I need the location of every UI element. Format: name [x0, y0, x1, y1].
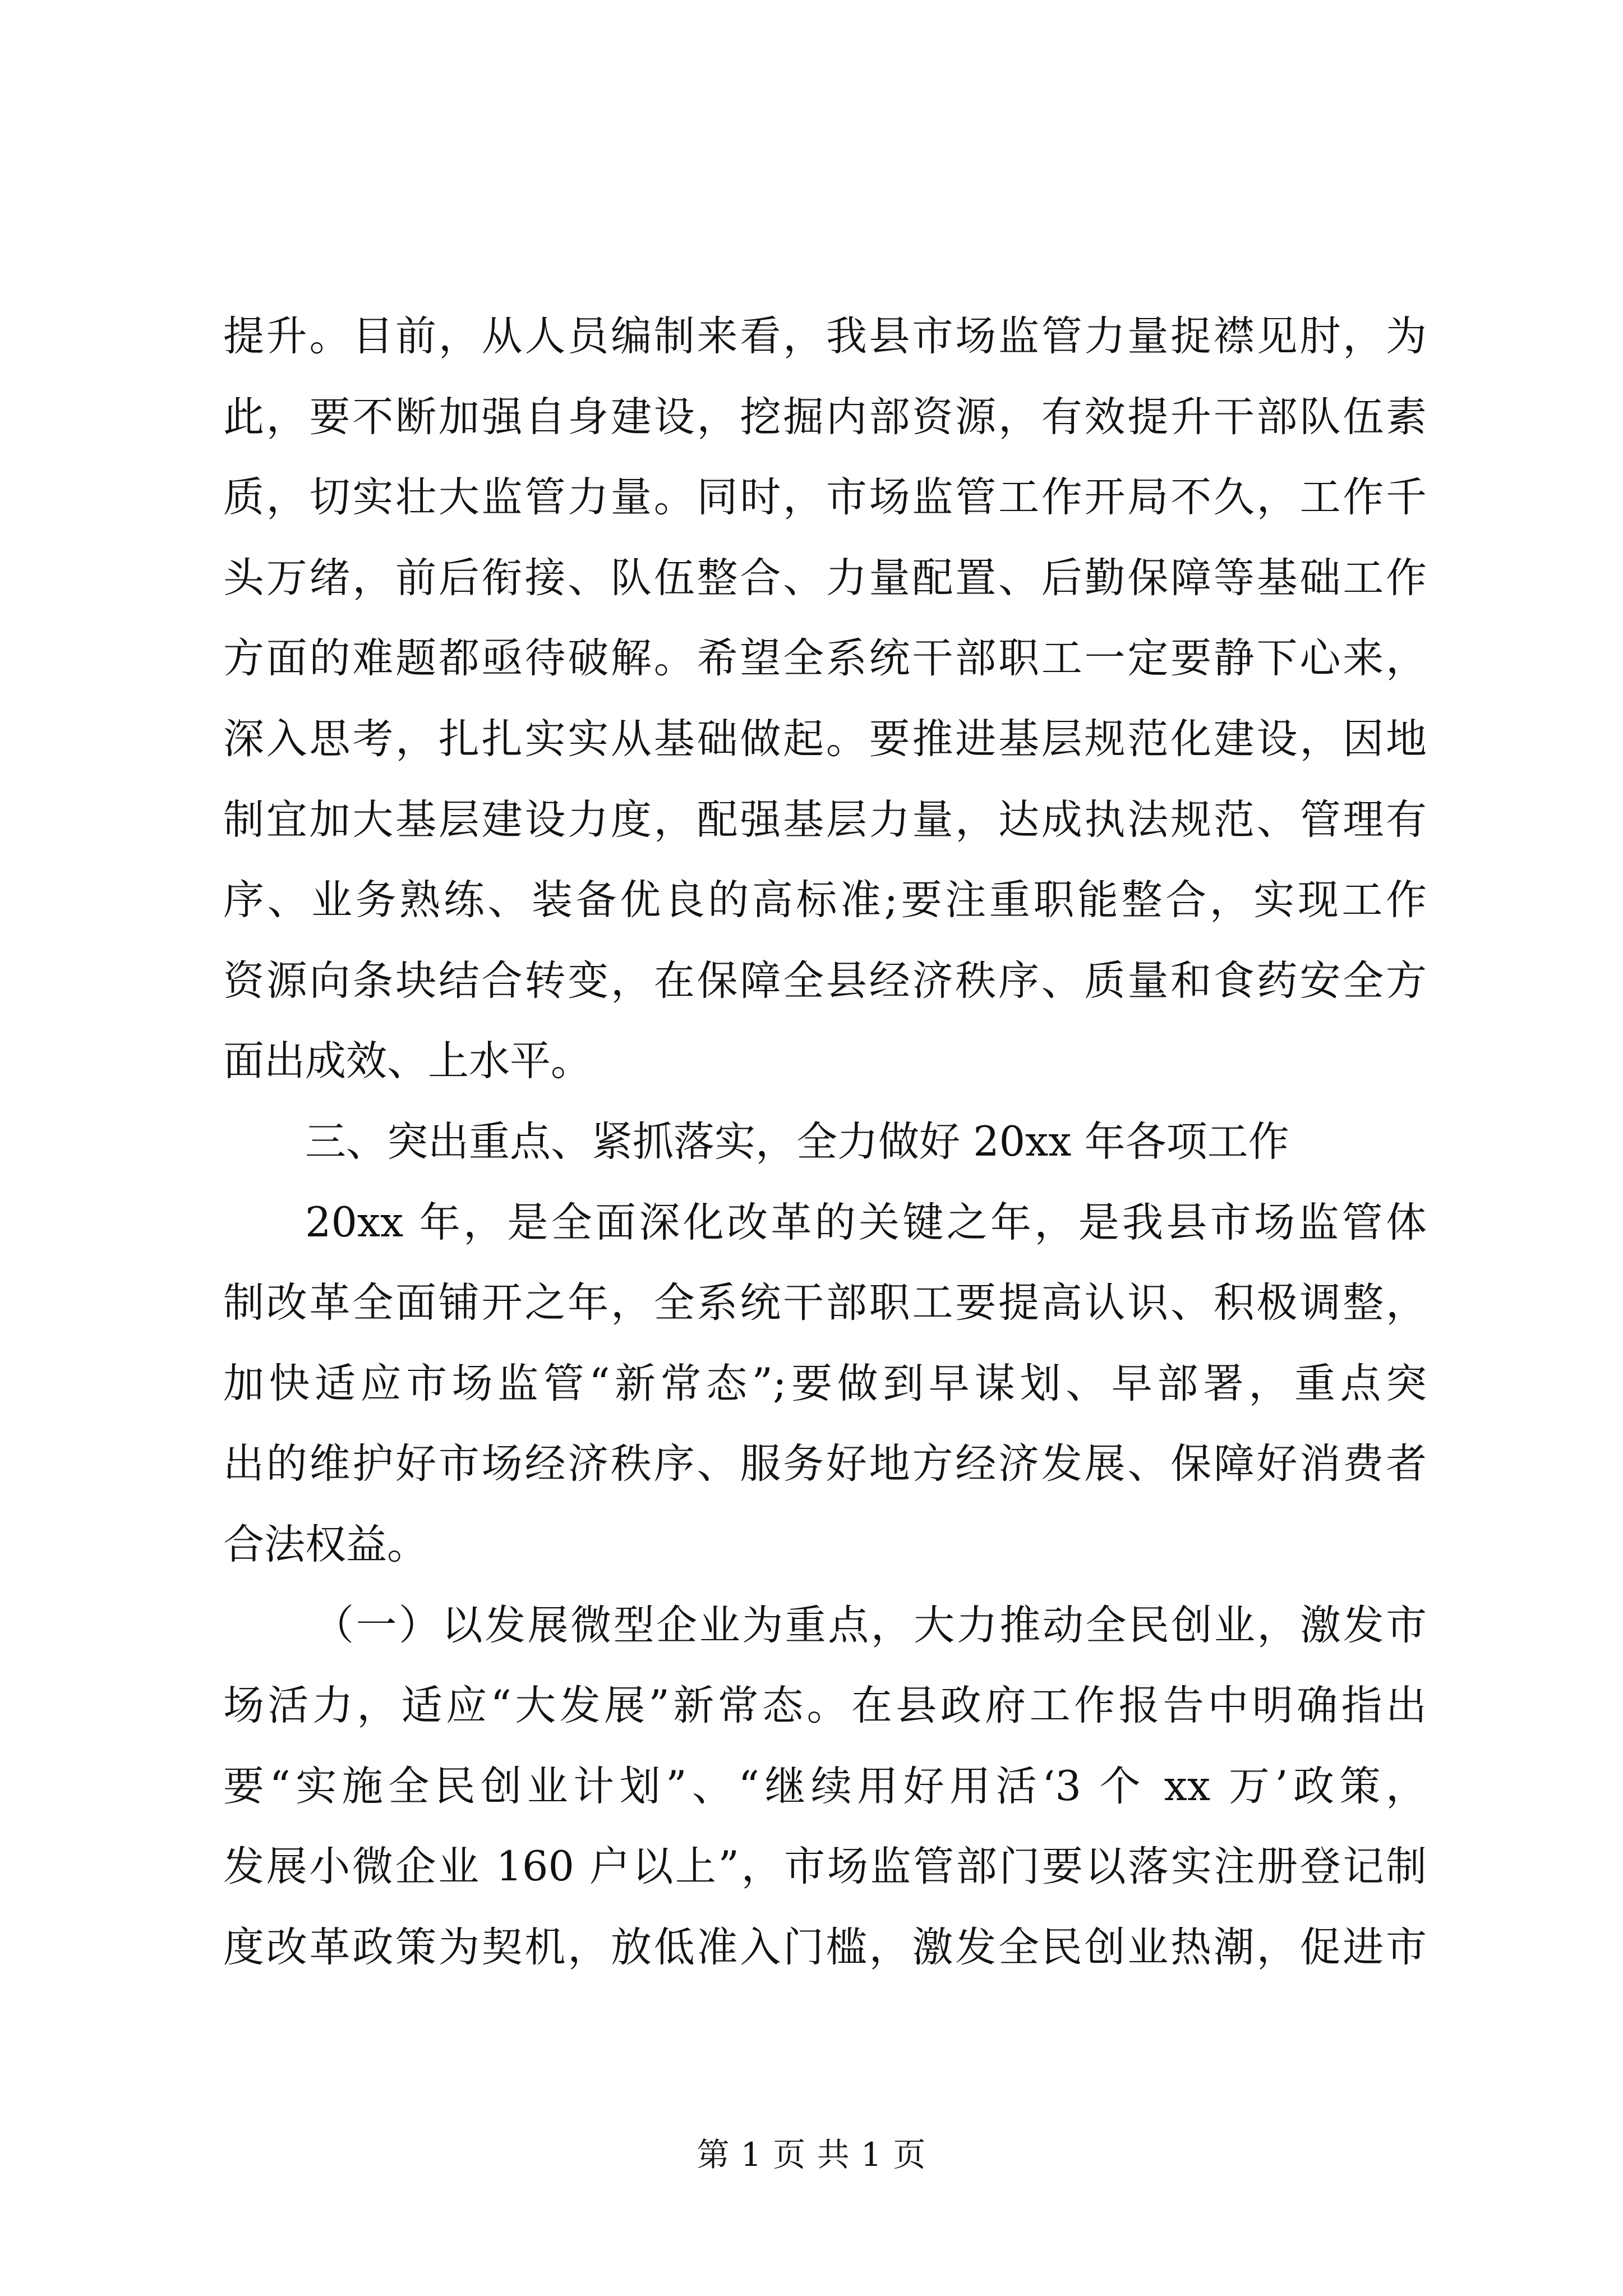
- text-line: 深入思考，扎扎实实从基础做起。要推进基层规范化建设，因地: [223, 715, 1427, 763]
- text-line: 方面的难题都亟待破解。希望全系统干部职工一定要静下心来，: [223, 634, 1427, 683]
- text-line: 20xx 年，是全面深化改革的关键之年，是我县市场监管体: [305, 1198, 1427, 1246]
- text-line: 度改革政策为契机，放低准入门槛，激发全民创业热潮，促进市: [223, 1923, 1427, 1971]
- text-line: 提升。目前，从人员编制来看，我县市场监管力量捉襟见肘，为: [223, 312, 1427, 360]
- text-line: 面出成效、上水平。: [223, 1037, 592, 1085]
- text-line: 制宜加大基层建设力度，配强基层力量，达成执法规范、管理有: [223, 795, 1427, 844]
- page-footer: 第 1 页 共 1 页: [697, 2136, 926, 2174]
- text-line: 头万绪，前后衔接、队伍整合、力量配置、后勤保障等基础工作: [223, 554, 1427, 602]
- text-line: 资源向条块结合转变，在保障全县经济秩序、质量和食药安全方: [223, 956, 1427, 1005]
- document-body: [223, 296, 1427, 1987]
- text-line: 制改革全面铺开之年，全系统干部职工要提高认识、积极调整，: [223, 1279, 1427, 1327]
- section-heading: 三、突出重点、紧抓落实，全力做好 20xx 年各项工作: [305, 1117, 1289, 1166]
- text-line: 此，要不断加强自身建设，挖掘内部资源，有效提升干部队伍素: [223, 393, 1427, 441]
- text-line: （一）以发展微型企业为重点，大力推动全民创业，激发市: [313, 1601, 1427, 1649]
- text-line: 要“实施全民创业计划”、“继续用好用活‘3 个 xx 万’政策，: [223, 1762, 1427, 1810]
- text-line: 场活力，适应“大发展”新常态。在县政府工作报告中明确指出: [223, 1682, 1427, 1730]
- text-line: 质，切实壮大监管力量。同时，市场监管工作开局不久，工作千: [223, 473, 1427, 522]
- text-line: 出的维护好市场经济秩序、服务好地方经济发展、保障好消费者: [223, 1440, 1427, 1488]
- text-line: 序、业务熟练、装备优良的高标准;要注重职能整合，实现工作: [223, 876, 1427, 924]
- text-line: 加快适应市场监管“新常态”;要做到早谋划、早部署，重点突: [223, 1359, 1427, 1407]
- text-line: 合法权益。: [223, 1520, 428, 1568]
- text-line: 发展小微企业 160 户以上”，市场监管部门要以落实注册登记制: [223, 1843, 1427, 1891]
